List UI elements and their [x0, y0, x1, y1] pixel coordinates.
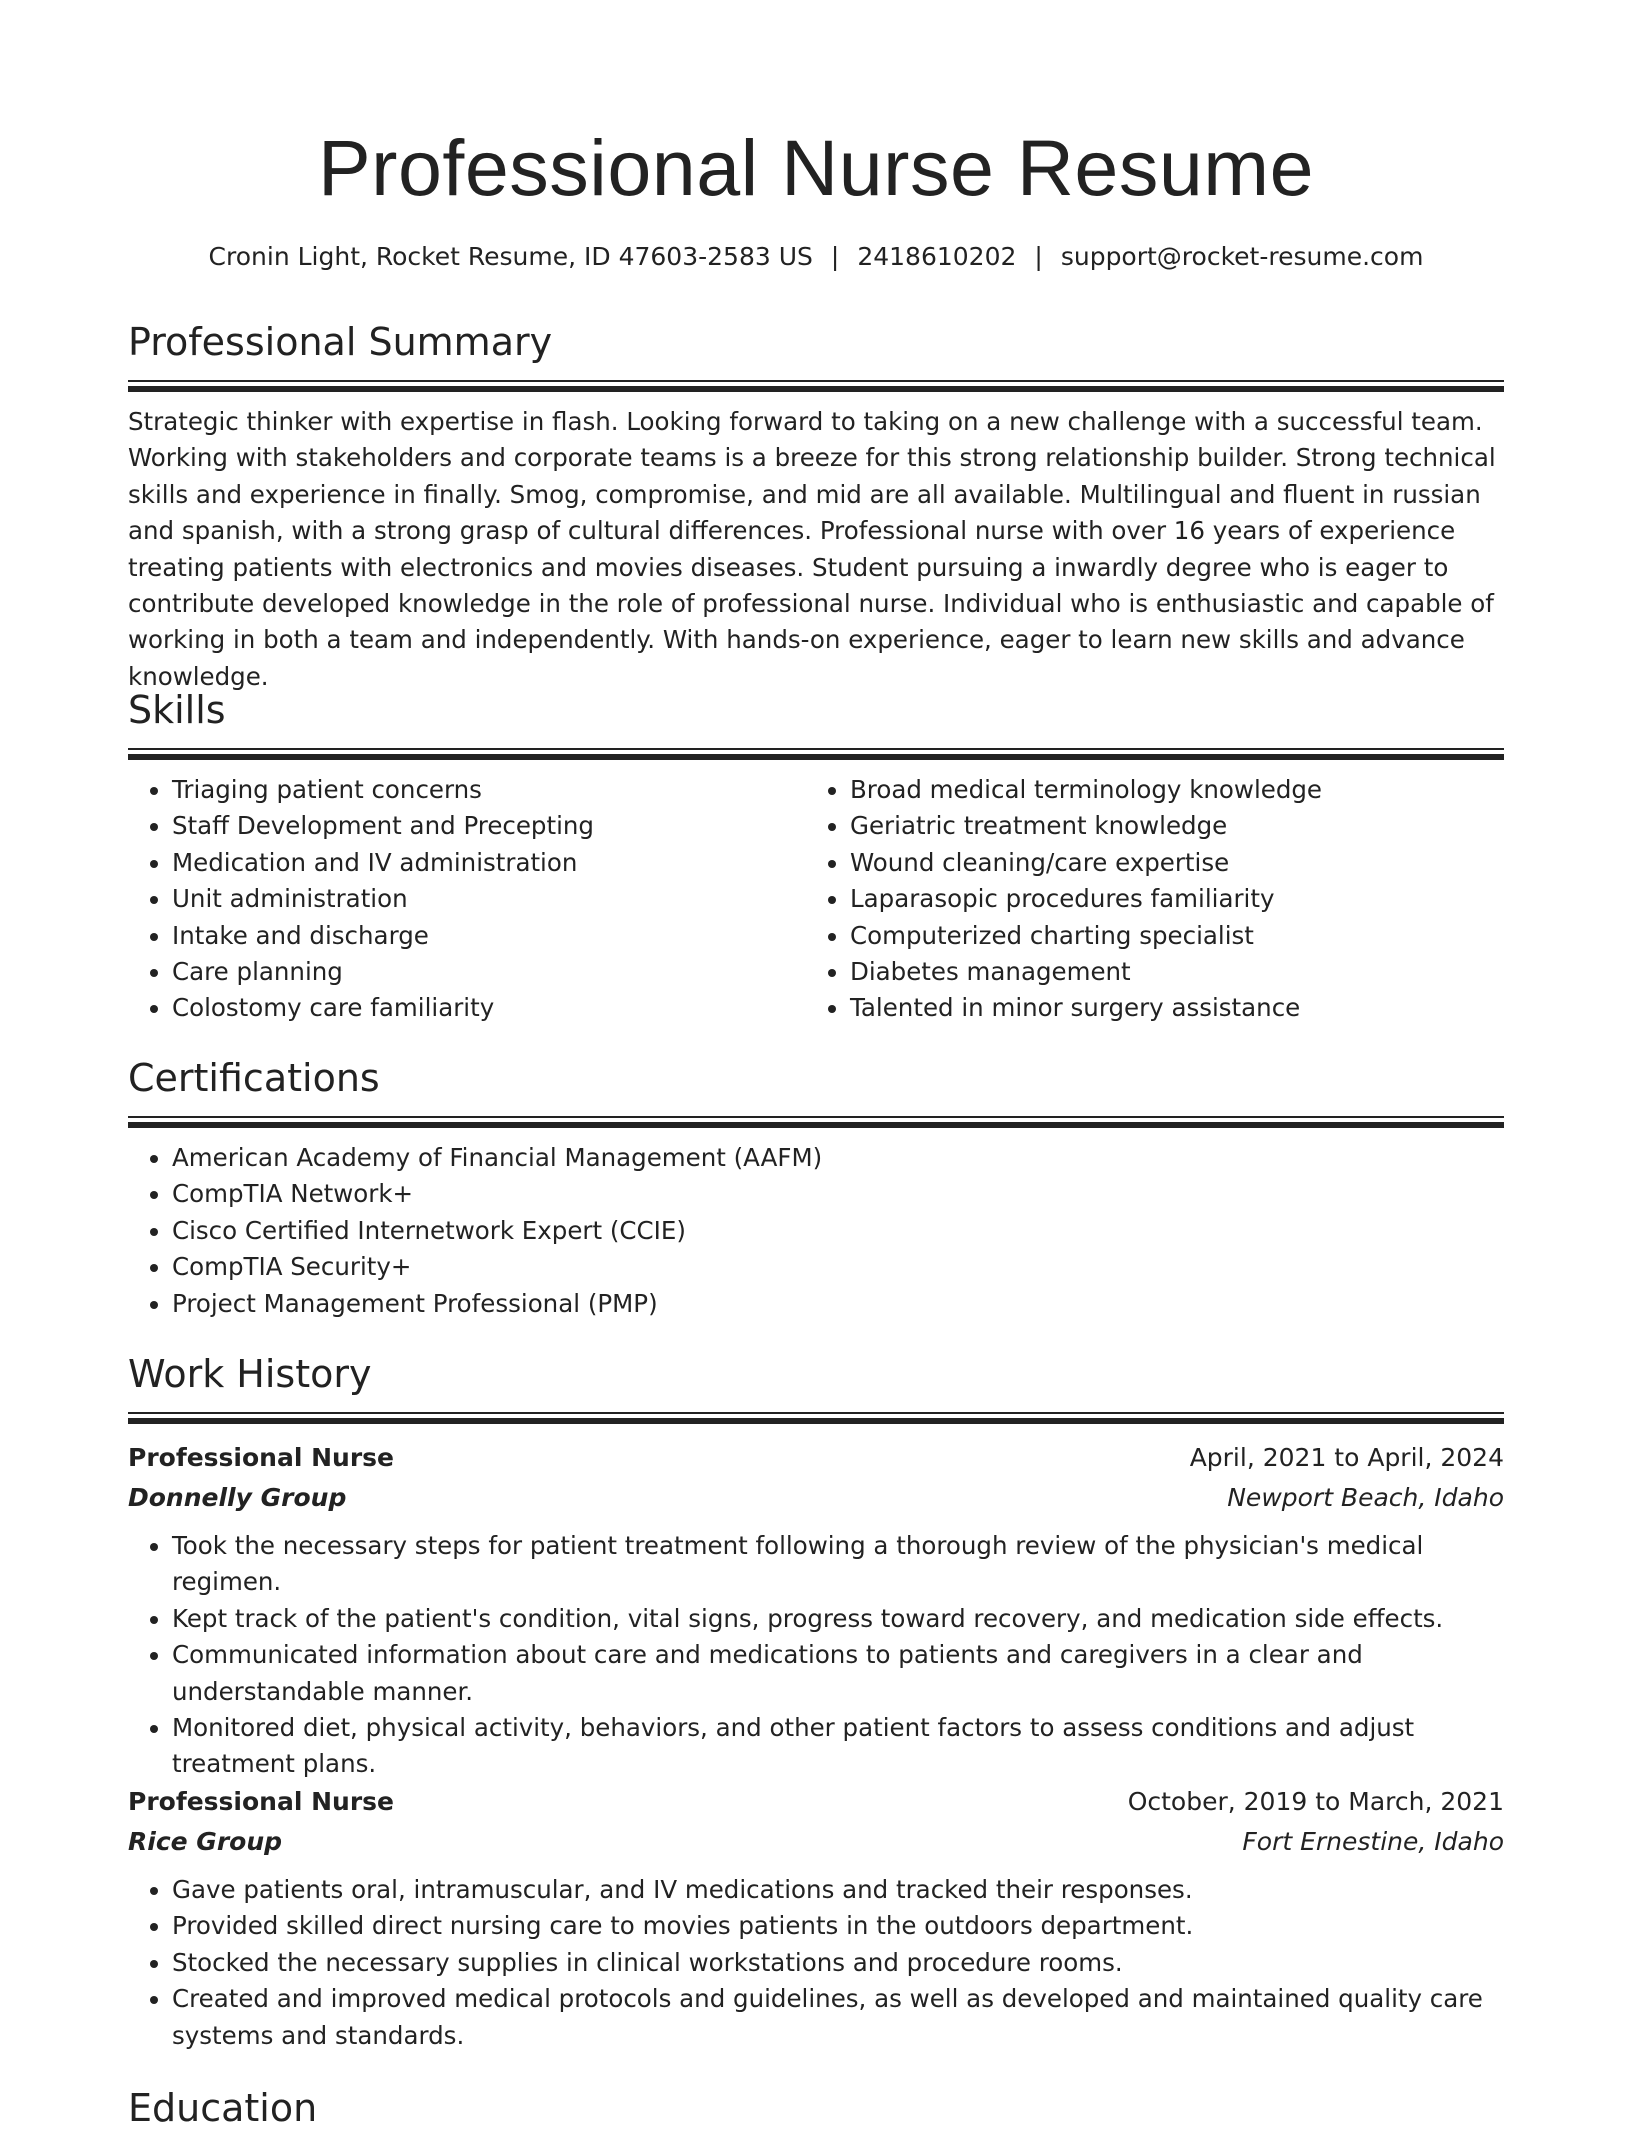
skills-heading: Skills: [128, 688, 226, 732]
job-company: Donnelly Group: [128, 1483, 347, 1512]
skills-list-right: [806, 772, 1484, 1027]
skill-item: • Medication and IV administration: [172, 845, 806, 881]
contact-separator: |: [1034, 242, 1043, 271]
summary-text: Strategic thinker with expertise in flash. Looking forward to taking on a new challenge with a successful team. Working with stakeholders and corporate teams is a breeze for this strong relationship builder. Strong technical skills and experience in finally. Smog, compromise, and mid are all available. Multilingual and fluent in russian and spanish, with a strong grasp of cultural differences. Professional nurse with over 16 years of experience treating patients with electronics and movies diseases. Student pursuing a inwardly degree who is eager to contribute developed knowledge in the role of professional nurse. Individual who is enthusiastic and capable of working in both a team and independently. With hands-on experience, eager to learn new skills and advance knowledge.: [128, 407, 1496, 691]
job-bullet: • Communicated information about care and medications to patients and caregivers in a clear and understandable manner.: [172, 1637, 1504, 1710]
job-entry: [128, 1782, 1504, 2054]
skill-item: • Triaging patient concerns: [172, 772, 806, 808]
section-divider-thick: [128, 1122, 1504, 1128]
job-bullets: [128, 1528, 1504, 1783]
job-location: Newport Beach, Idaho: [1227, 1483, 1504, 1512]
contact-line: [128, 238, 1504, 276]
contact-phone: 2418610202: [857, 242, 1017, 271]
contact-email[interactable]: support@rocket-resume.com: [1060, 242, 1424, 271]
job-company: Rice Group: [128, 1827, 283, 1856]
job-bullet: • Stocked the necessary supplies in clinical workstations and procedure rooms.: [172, 1945, 1504, 1981]
skills-column-left: [128, 772, 806, 1027]
skill-item: • Diabetes management: [850, 954, 1484, 990]
section-divider: [128, 1116, 1504, 1118]
certification-item: • Project Management Professional (PMP): [172, 1286, 1504, 1322]
job-entry: [128, 1438, 1504, 1783]
job-bullet: • Created and improved medical protocols and guidelines, as well as developed and maintained quality care systems and standards.: [172, 1981, 1504, 2054]
job-subheader-row: [128, 1478, 1504, 1518]
skills-section: [128, 686, 1504, 1027]
contact-address: Cronin Light, Rocket Resume, ID 47603-2583 US: [208, 242, 813, 271]
certifications-section: [128, 1054, 1504, 1322]
summary-section: [128, 318, 1504, 695]
section-divider: [128, 748, 1504, 750]
certification-item: • American Academy of Financial Management (AAFM): [172, 1140, 1504, 1176]
contact-separator: |: [830, 242, 840, 271]
certification-item: • CompTIA Security+: [172, 1249, 1504, 1285]
certifications-list: [128, 1140, 1504, 1322]
skill-item: • Intake and discharge: [172, 918, 806, 954]
skill-item: • Unit administration: [172, 881, 806, 917]
job-bullet: • Kept track of the patient's condition, vital signs, progress toward recovery, and medication side effects.: [172, 1601, 1504, 1637]
job-title: Professional Nurse: [128, 1787, 394, 1816]
skill-item: • Staff Development and Precepting: [172, 808, 806, 844]
job-bullet: • Gave patients oral, intramuscular, and IV medications and tracked their responses.: [172, 1872, 1504, 1908]
job-bullets: [128, 1872, 1504, 2054]
skills-columns: [128, 772, 1504, 1027]
skill-item: • Talented in minor surgery assistance: [850, 990, 1484, 1026]
certifications-heading: Certifications: [128, 1056, 380, 1100]
section-divider-thick: [128, 754, 1504, 760]
section-divider-thick: [128, 1418, 1504, 1424]
job-dates: April, 2021 to April, 2024: [1189, 1443, 1504, 1472]
skill-item: • Geriatric treatment knowledge: [850, 808, 1484, 844]
job-header-row: [128, 1782, 1504, 1822]
work-history-heading: Work History: [128, 1352, 372, 1396]
skill-item: • Broad medical terminology knowledge: [850, 772, 1484, 808]
section-divider-thick: [128, 386, 1504, 392]
job-dates: October, 2019 to March, 2021: [1127, 1787, 1504, 1816]
section-divider: [128, 1412, 1504, 1414]
job-header-row: [128, 1438, 1504, 1478]
job-title: Professional Nurse: [128, 1443, 394, 1472]
job-bullet: • Provided skilled direct nursing care to movies patients in the outdoors department.: [172, 1908, 1504, 1944]
skill-item: • Colostomy care familiarity: [172, 990, 806, 1026]
skills-list-left: [128, 772, 806, 1027]
job-location: Fort Ernestine, Idaho: [1242, 1827, 1504, 1856]
section-divider: [128, 380, 1504, 382]
skill-item: • Care planning: [172, 954, 806, 990]
job-bullet: • Monitored diet, physical activity, behaviors, and other patient factors to assess conditions and adjust treatment plans.: [172, 1710, 1504, 1783]
work-history-section: [128, 1350, 1504, 1424]
certification-item: • CompTIA Network+: [172, 1176, 1504, 1212]
job-bullet: • Took the necessary steps for patient treatment following a thorough review of the physician's medical regimen.: [172, 1528, 1504, 1601]
skills-column-right: [806, 772, 1484, 1027]
skill-item: • Computerized charting specialist: [850, 918, 1484, 954]
education-heading: Education: [128, 2086, 318, 2130]
resume-title: Professional Nurse Resume: [317, 123, 1315, 212]
summary-heading: Professional Summary: [128, 320, 553, 364]
education-section: [128, 2084, 1504, 2132]
skill-item: • Wound cleaning/care expertise: [850, 845, 1484, 881]
skill-item: • Laparasopic procedures familiarity: [850, 881, 1484, 917]
job-subheader-row: [128, 1822, 1504, 1862]
certification-item: • Cisco Certified Internetwork Expert (CCIE): [172, 1213, 1504, 1249]
